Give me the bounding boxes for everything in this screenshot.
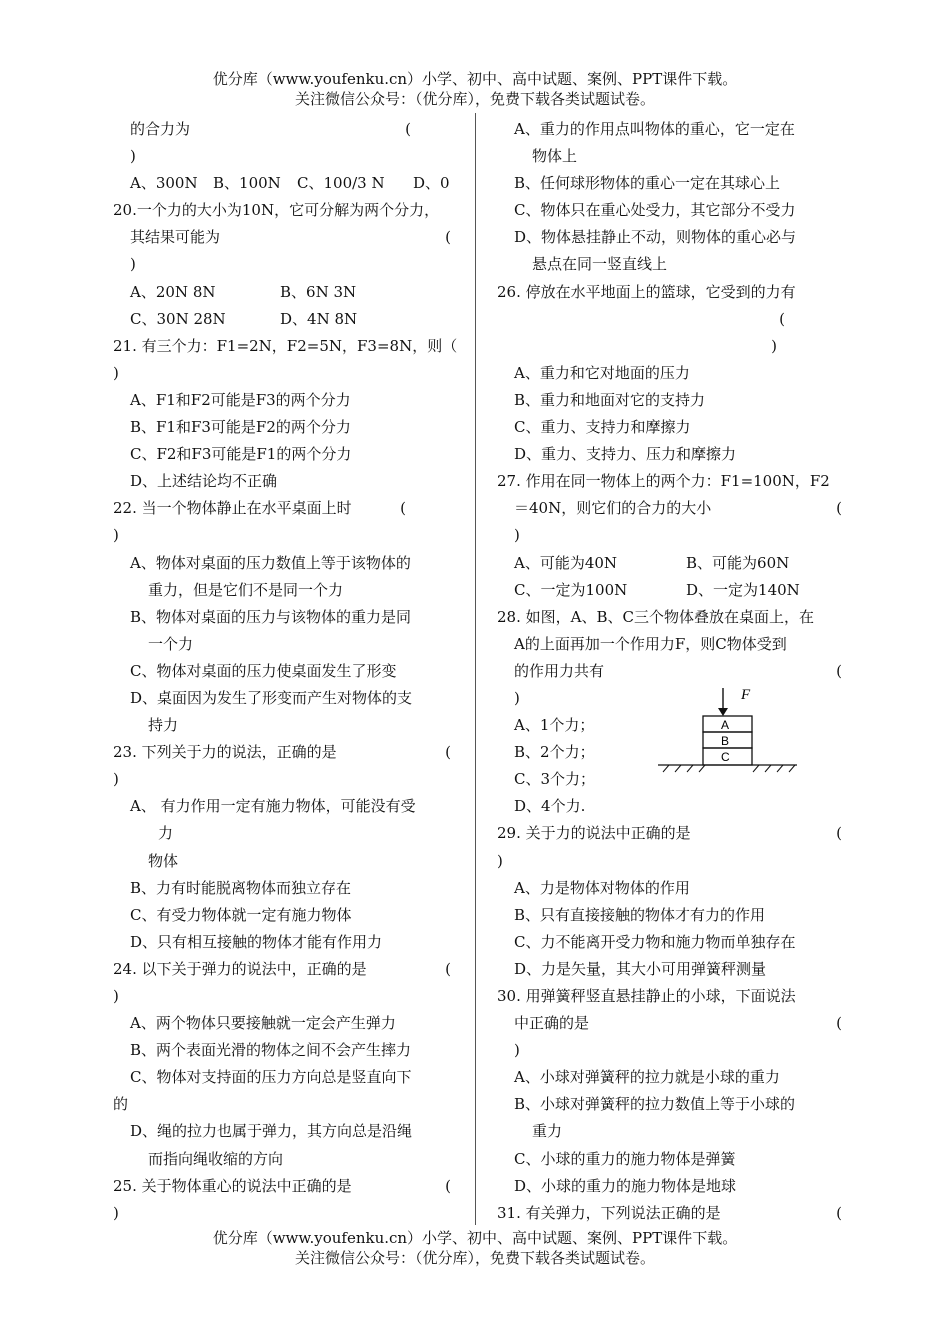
q26-option-d: D、重力、支持力、压力和摩擦力 [514, 445, 737, 464]
q30-option-c: C、小球的重力的施力物体是弹簧 [514, 1149, 736, 1168]
q24-close: ) [113, 987, 119, 1005]
q28-close: ) [514, 688, 520, 707]
q26-open: ( [779, 309, 785, 328]
force-arrow-head [718, 708, 728, 716]
page-header [0, 69, 950, 109]
q24-option-d: D、绳的拉力也属于弹力，其方向总是沿绳 [130, 1122, 413, 1141]
q25-stem: 25. 关于物体重心的说法中正确的是 ( [113, 1176, 451, 1195]
q27-stem: 27. 作用在同一物体上的两个力：F1=100N，F2 [497, 472, 830, 491]
left-column [113, 116, 463, 1227]
q25-option-a: A、重力的作用点叫物体的重心，它一定在 [514, 120, 795, 138]
right-column [497, 116, 842, 1227]
column-divider [475, 113, 476, 1225]
q28-stem-3: 的作用力共有 ( [514, 661, 842, 680]
q30-stem-2: 中正确的是 ( [514, 1014, 842, 1033]
q20-options-cd: C、30N 28N D、4N 8N [130, 309, 358, 328]
q24-option-a: A、两个物体只要接触就一定会产生弹力 [130, 1014, 396, 1033]
q22-option-a-cont: 重力，但是它们不是同一个力 [148, 580, 344, 599]
q26-option-a: A、重力和它对地面的压力 [514, 363, 690, 382]
q22-option-d-cont: 持力 [148, 716, 179, 735]
q19-tail: 的合力为 ( [130, 120, 411, 138]
q29-option-b: B、只有直接接触的物体才有力的作用 [514, 905, 766, 924]
q23-option-c: C、有受力物体就一定有施力物体 [130, 905, 352, 924]
q22-option-b: B、物体对桌面的压力与该物体的重力是同 [130, 607, 412, 626]
q20-close: ) [130, 255, 136, 274]
q30-option-d: D、小球的重力的施力物体是地球 [514, 1176, 737, 1195]
q30-option-a: A、小球对弹簧秤的拉力就是小球的重力 [514, 1068, 780, 1087]
q23-option-d: D、只有相互接触的物体才能有作用力 [130, 932, 383, 951]
q23-close: ) [113, 770, 119, 789]
q20-options-ab: A、20N 8N B、6N 3N [130, 282, 357, 301]
q27-options-cd: C、一定为100N D、一定为140N [514, 580, 800, 599]
q28-option-c: C、3个力； [514, 770, 596, 789]
block-c-label: C [721, 750, 730, 764]
q22-option-d: D、桌面因为发生了形变而产生对物体的支 [130, 688, 413, 707]
header-line-2: 关注微信公众号：（优分库），免费下载各类试题试卷。 [294, 90, 655, 108]
q29-option-c: C、力不能离开受力物和施力物而单独存在 [514, 932, 796, 951]
q23-stem: 23. 下列关于力的说法，正确的是 ( [113, 743, 451, 762]
block-a-label: A [721, 718, 730, 732]
q30-close: ) [514, 1041, 520, 1060]
q28-option-b: B、2个力； [514, 743, 595, 762]
q29-option-a: A、力是物体对物体的作用 [514, 878, 690, 897]
page-footer [0, 1228, 950, 1268]
q21-close: ) [113, 363, 119, 382]
q30-option-b: B、小球对弹簧秤的拉力数值上等于小球的 [514, 1095, 796, 1114]
q19-close: ) [130, 147, 136, 166]
q24-option-c-cont: 的 [113, 1095, 129, 1114]
q26-option-c: C、重力、支持力和摩擦力 [514, 418, 691, 437]
q25-option-a-cont: 物体上 [532, 147, 578, 166]
q19-options: A、300N B、100N C、100/3 N D、0 [130, 174, 450, 193]
q23-option-a-cont-2: 物体 [148, 851, 179, 870]
q25-option-b: B、任何球形物体的重心一定在其球心上 [514, 174, 781, 193]
q29-option-d: D、力是矢量，其大小可用弹簧秤测量 [514, 959, 767, 978]
q23-option-a: A、 有力作用一定有施力物体，可能没有受 [130, 797, 416, 816]
q23-option-b: B、力有时能脱离物体而独立存在 [130, 878, 352, 897]
q20-stem-2: 其结果可能为 ( [130, 228, 451, 247]
q21-option-c: C、F2和F3可能是F1的两个分力 [130, 445, 352, 464]
stacked-blocks-diagram [655, 686, 800, 774]
q22-option-c: C、物体对桌面的压力使桌面发生了形变 [130, 661, 397, 680]
q27-close: ) [514, 526, 520, 545]
q25-option-d: D、物体悬挂静止不动，则物体的重心必与 [514, 228, 797, 247]
q29-stem: 29. 关于力的说法中正确的是 ( [497, 824, 842, 843]
q26-option-b: B、重力和地面对它的支持力 [514, 390, 706, 409]
q26-stem: 26. 停放在水平地面上的篮球，它受到的力有 [497, 282, 796, 301]
q28-stem-2: A的上面再加一个作用力F，则C物体受到 [514, 634, 787, 653]
q24-option-b: B、两个表面光滑的物体之间不会产生摔力 [130, 1041, 412, 1060]
q27-stem-2: ＝40N，则它们的合力的大小 ( [514, 499, 842, 518]
q28-option-d: D、4个力. [514, 797, 586, 816]
q21-stem: 21. 有三个力：F1=2N，F2=5N，F3=8N，则（ [113, 336, 458, 355]
q21-option-a: A、F1和F2可能是F3的两个分力 [130, 390, 351, 409]
force-label: F [741, 687, 751, 703]
q30-stem: 30. 用弹簧秤竖直悬挂静止的小球，下面说法 [497, 987, 796, 1005]
footer-line-1: 优分库（www.youfenku.cn）小学、初中、高中试题、案例、PPT课件下载。 [212, 1229, 738, 1247]
q24-option-d-cont: 而指向绳收缩的方向 [148, 1149, 284, 1168]
q23-option-a-cont: 力 [158, 824, 174, 843]
q28-stem: 28. 如图，A、B、C三个物体叠放在桌面上，在 [497, 607, 814, 626]
q30-option-b-cont: 重力 [532, 1122, 563, 1141]
q21-option-b: B、F1和F3可能是F2的两个分力 [130, 418, 351, 437]
block-b-label: B [721, 734, 730, 748]
footer-line-2: 关注微信公众号：（优分库），免费下载各类试题试卷。 [294, 1249, 655, 1267]
q24-stem: 24. 以下关于弹力的说法中，正确的是 ( [113, 959, 451, 978]
q24-option-c: C、物体对支持面的压力方向总是竖直向下 [130, 1068, 412, 1087]
q27-options-ab: A、可能为40N B、可能为60N [514, 553, 790, 572]
q31-stem: 31. 有关弹力，下列说法正确的是 ( [497, 1203, 842, 1222]
q28-option-a: A、1个力； [514, 716, 595, 735]
q21-option-d: D、上述结论均不正确 [130, 472, 278, 491]
q25-option-d-cont: 悬点在同一竖直线上 [532, 255, 668, 274]
header-line-1: 优分库（www.youfenku.cn）小学、初中、高中试题、案例、PPT课件下载。 [212, 70, 738, 88]
q22-close: ) [113, 526, 119, 545]
q22-option-a: A、物体对桌面的压力数值上等于该物体的 [130, 553, 411, 572]
q22-stem: 22. 当一个物体静止在水平桌面上时 ( [113, 499, 406, 518]
q26-close: ) [771, 336, 777, 355]
q22-option-b-cont: 一个力 [148, 634, 194, 653]
q25-close: ) [113, 1203, 119, 1222]
q25-option-c: C、物体只在重心处受力，其它部分不受力 [514, 201, 796, 220]
q29-close: ) [497, 851, 503, 870]
q20-stem: 20.一个力的大小为10N，它可分解为两个分力， [113, 201, 440, 220]
ground-hatching [663, 765, 795, 772]
